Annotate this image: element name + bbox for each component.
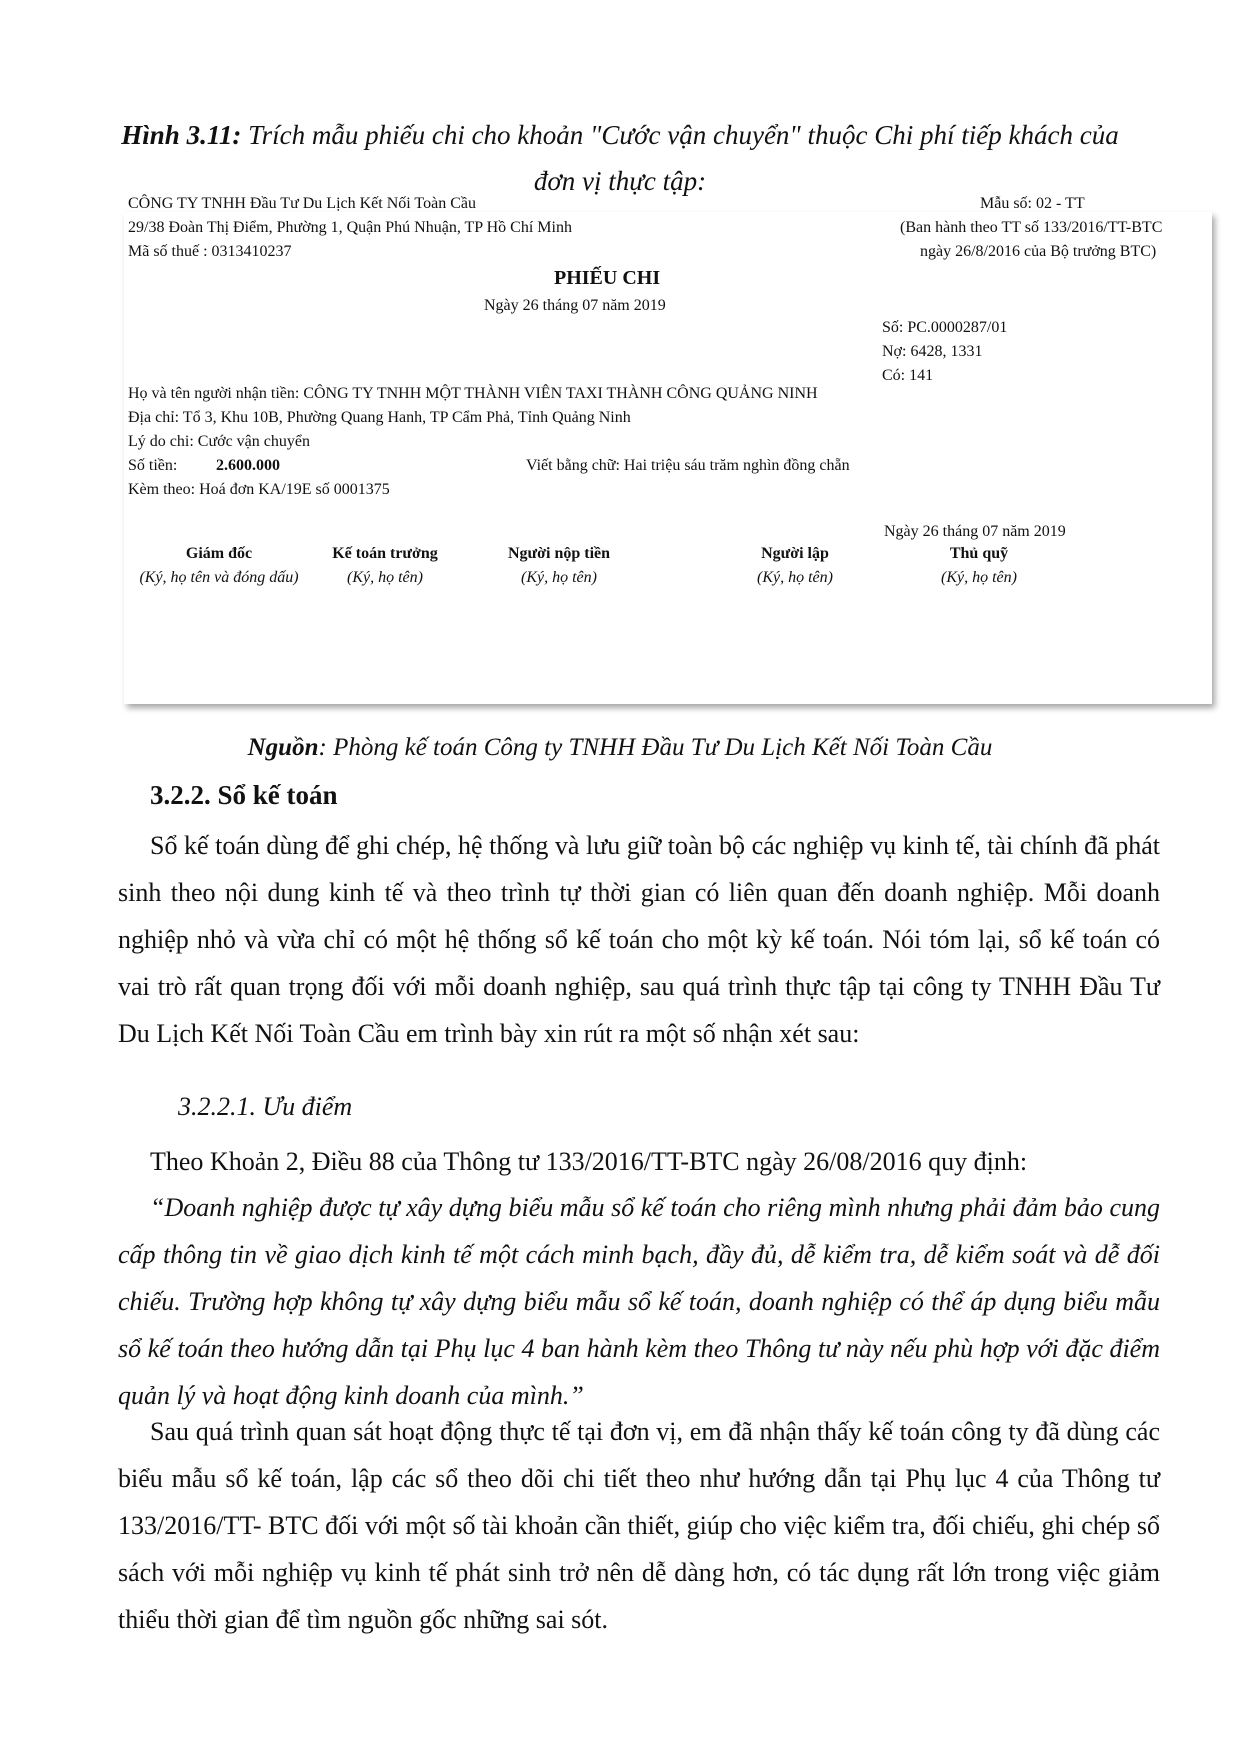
voucher-form-issued-line-1: (Ban hành theo TT số 133/2016/TT-BTC [900, 219, 1163, 236]
voucher-company-address: 29/38 Đoàn Thị Điểm, Phường 1, Quận Phú Nhuận, TP Hồ Chí Minh [128, 219, 572, 236]
signature-chief-accountant [320, 542, 450, 590]
regulation-quote: “Doanh nghiệp được tự xây dựng biểu mẫu sổ kế toán cho riêng mình nhưng phải đảm bảo cung cấp thông tin về giao dịch kinh tế một cách minh bạch, đầy đủ, dễ kiểm tra, dễ kiểm soát và dễ đối chiếu. Trường hợp không tự xây dựng biểu mẫu sổ kế toán, doanh nghiệp có thể áp dụng biểu mẫu sổ kế toán theo hướng dẫn tại Phụ lục 4 ban hành kèm theo Thông tư này nếu phù hợp với đặc điểm quản lý và hoạt động kinh doanh của mình.” [118, 1193, 1160, 1410]
figure-caption [100, 112, 1140, 204]
subsection-heading: 3.2.2.1. Ưu điểm [178, 1092, 353, 1121]
voucher-debit-accounts: Nợ: 6428, 1331 [882, 343, 983, 360]
voucher-reason: Lý do chi: Cước vận chuyển [128, 433, 310, 450]
source-label: Nguồn [247, 734, 319, 761]
paragraph-observation: Sau quá trình quan sát hoạt động thực tế tại đơn vị, em đã nhận thấy kế toán công ty đã dùng các biểu mẫu sổ kế toán, lập các sổ theo dõi chi tiết theo như hướng dẫn tại Phụ lục 4 của Thông tư 133/2016/TT- BTC đối với một số tài khoản cần thiết, giúp cho việc kiểm tra, đối chiếu, ghi chép sổ sách với mỗi nghiệp vụ kinh tế phát sinh trở nên dễ dàng hơn, có tác dụng rất lớn trong việc giảm thiểu thời gian để tìm nguồn gốc những sai sót. [118, 1417, 1160, 1634]
signature-role: Người nộp tiền [507, 545, 611, 562]
voucher-amount-words: Viết bằng chữ: Hai triệu sáu trăm nghìn đồng chẵn [526, 457, 850, 474]
voucher-company-name: CÔNG TY TNHH Đầu Tư Du Lịch Kết Nối Toàn Cầu [128, 195, 476, 212]
payment-voucher-image [124, 195, 1212, 704]
signature-director [124, 542, 314, 590]
voucher-number: Số: PC.0000287/01 [882, 319, 1008, 336]
voucher-amount-label: Số tiền: [128, 457, 178, 474]
signature-role: Kế toán trưởng [332, 545, 438, 562]
voucher-title: PHIẾU CHI [554, 267, 661, 289]
voucher-form-number: Mẫu số: 02 - TT [980, 195, 1085, 212]
section-heading: 3.2.2. Sổ kế toán [150, 780, 338, 810]
source-text: : Phòng kế toán Công ty TNHH Đầu Tư Du Lịch Kết Nối Toàn Cầu [318, 734, 993, 761]
signature-cashier [924, 542, 1034, 590]
figure-caption-label: Hình 3.11: [121, 120, 242, 150]
signature-note: (Ký, họ tên) [347, 569, 423, 586]
voucher-form-issued-line-2: ngày 26/8/2016 của Bộ trưởng BTC) [920, 243, 1157, 260]
voucher-attachment: Kèm theo: Hoá đơn KA/19E số 0001375 [128, 481, 390, 498]
signature-payer [494, 542, 624, 590]
signature-role: Thủ quỹ [949, 545, 1009, 562]
source-note [100, 734, 1140, 762]
voucher-date: Ngày 26 tháng 07 năm 2019 [484, 297, 666, 314]
voucher-recipient: Họ và tên người nhận tiền: CÔNG TY TNHH MỘT THÀNH VIÊN TAXI THÀNH CÔNG QUẢNG NINH [128, 385, 818, 402]
signature-role: Người lập [761, 545, 829, 562]
signature-note: (Ký, họ tên) [521, 569, 597, 586]
signature-preparer [740, 542, 850, 590]
paragraph-regulation: Theo Khoản 2, Điều 88 của Thông tư 133/2016/TT-BTC ngày 26/08/2016 quy định: [150, 1147, 1028, 1176]
signature-note: (Ký, họ tên) [941, 569, 1017, 586]
signature-note: (Ký, họ tên) [757, 569, 833, 586]
signature-role: Giám đốc [185, 545, 253, 562]
figure-caption-text: Trích mẫu phiếu chi cho khoản "Cước vận chuyển" thuộc Chi phí tiếp khách của đơn vị thực tập: [241, 120, 1119, 196]
voucher-amount-value: 2.600.000 [216, 457, 280, 474]
voucher-tax-code: Mã số thuế : 0313410237 [128, 243, 292, 260]
voucher-sign-date: Ngày 26 tháng 07 năm 2019 [884, 523, 1066, 540]
voucher-credit-account: Có: 141 [882, 367, 934, 384]
signature-note: (Ký, họ tên và đóng dấu) [139, 569, 299, 586]
voucher-address: Địa chỉ: Tổ 3, Khu 10B, Phường Quang Hanh, TP Cẩm Phả, Tỉnh Quảng Ninh [128, 409, 631, 426]
paragraph-intro: Sổ kế toán dùng để ghi chép, hệ thống và lưu giữ toàn bộ các nghiệp vụ kinh tế, tài chính đã phát sinh theo nội dung kinh tế và theo trình tự thời gian có liên quan đến doanh nghiệp. Mỗi doanh nghiệp nhỏ và vừa chỉ có một hệ thống sổ kế toán cho một kỳ kế toán. Nói tóm lại, sổ kế toán có vai trò rất quan trọng đối với mỗi doanh nghiệp, sau quá trình thực tập tại công ty TNHH Đầu Tư Du Lịch Kết Nối Toàn Cầu em trình bày xin rút ra một số nhận xét sau: [118, 831, 1160, 1048]
